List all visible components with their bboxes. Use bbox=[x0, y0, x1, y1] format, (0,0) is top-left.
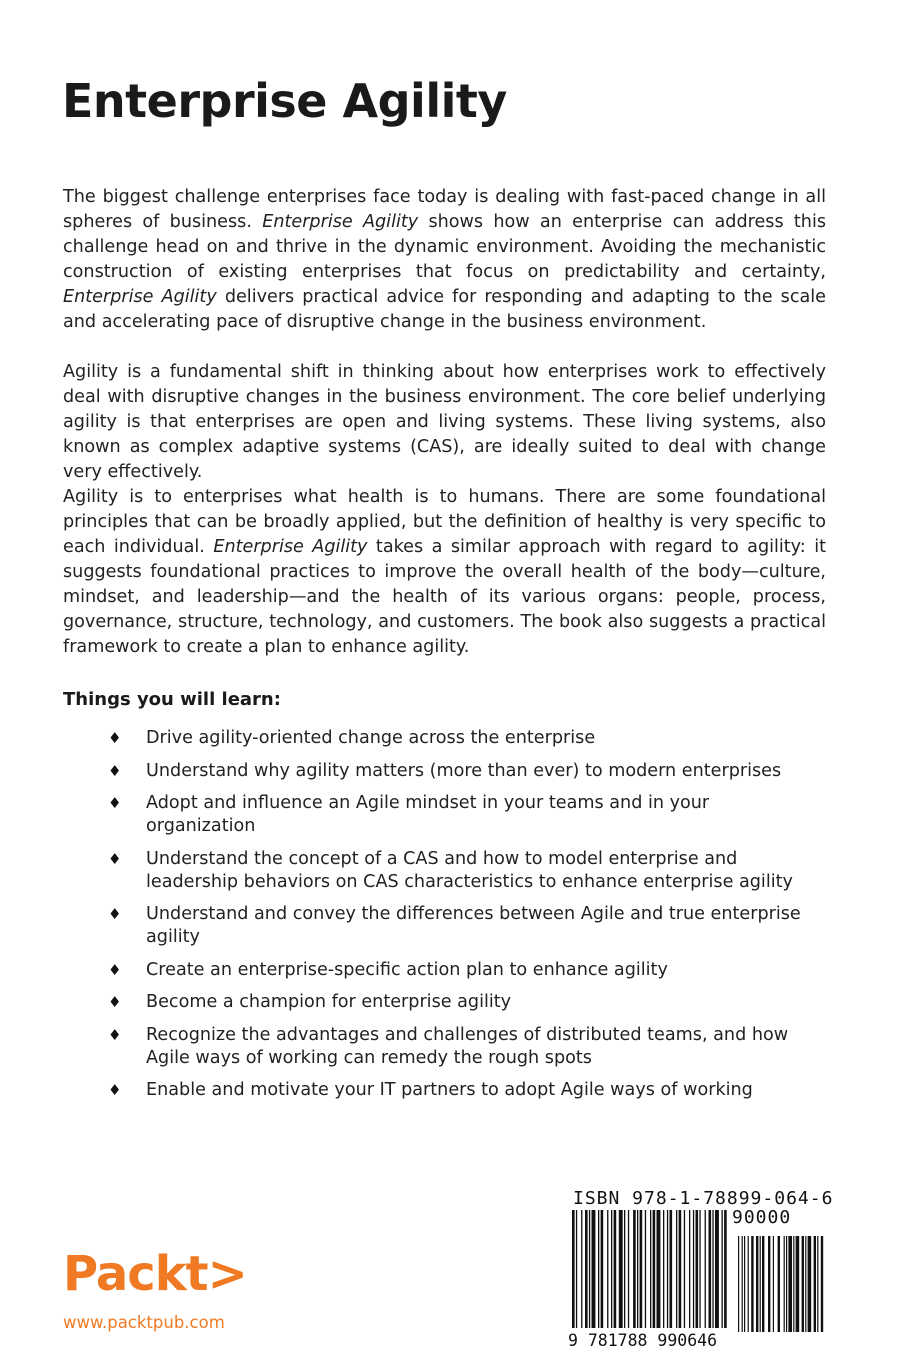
barcode-bar bbox=[724, 1210, 727, 1328]
barcode-bar bbox=[773, 1236, 774, 1332]
list-item bbox=[108, 727, 808, 750]
barcode-bar bbox=[805, 1236, 806, 1332]
barcode-bar bbox=[619, 1210, 623, 1328]
description-paragraph-3 bbox=[63, 485, 826, 660]
barcode-bar bbox=[640, 1210, 643, 1328]
list-item-text: Understand why agility matters (more than ever) to modern enterprises bbox=[146, 760, 782, 781]
publisher-url: www.packtpub.com bbox=[63, 1313, 225, 1332]
barcode-bar bbox=[572, 1210, 575, 1328]
barcode-bar bbox=[598, 1210, 599, 1328]
list-item bbox=[108, 991, 808, 1014]
barcode-bar bbox=[793, 1236, 794, 1332]
logo-chevron-icon: > bbox=[207, 1246, 247, 1302]
p3-text-a: Agility is to enterprises what health is to humans. There are some foundational principles that can be broadly applied, but the definition of healthy is very specific to each individual. bbox=[63, 487, 826, 557]
barcode-bar bbox=[650, 1210, 651, 1328]
isbn-text: ISBN 978-1-78899-064-6 bbox=[573, 1188, 834, 1209]
barcode-bar bbox=[821, 1236, 823, 1332]
barcode-bar bbox=[592, 1210, 596, 1328]
barcode-bar bbox=[760, 1236, 761, 1332]
barcode-bar bbox=[802, 1236, 804, 1332]
barcode-bar bbox=[607, 1210, 608, 1328]
logo-wordmark: Packt bbox=[63, 1246, 208, 1302]
barcode-bar bbox=[653, 1210, 656, 1328]
barcode-bar bbox=[705, 1210, 706, 1328]
barcode-bar bbox=[796, 1236, 800, 1332]
barcode-bar bbox=[581, 1210, 582, 1328]
list-item-text: Understand and convey the differences between Agile and true enterprise agility bbox=[146, 904, 801, 947]
diamond-bullet-icon: ♦ bbox=[108, 960, 122, 979]
barcode-bar bbox=[689, 1210, 690, 1328]
barcode-digits: 9 781788 990646 bbox=[568, 1331, 718, 1350]
barcode-bar bbox=[699, 1210, 700, 1328]
barcode-bar bbox=[786, 1236, 787, 1332]
barcode-bar bbox=[624, 1210, 625, 1328]
barcode-bar bbox=[585, 1210, 588, 1328]
barcode-bar bbox=[679, 1210, 682, 1328]
p3-book-title-italic: Enterprise Agility bbox=[213, 537, 368, 557]
barcode-bar bbox=[762, 1236, 764, 1332]
barcode-bar bbox=[670, 1210, 673, 1328]
barcode-bar bbox=[751, 1236, 753, 1332]
p1-text-a: The biggest challenge enterprises face today is dealing with fast-paced change in all spheres of business. bbox=[63, 187, 826, 232]
list-item-text: Recognize the advantages and challenges of distributed teams, and how Agile ways of working can remedy the rough spots bbox=[146, 1024, 789, 1068]
barcode-bar bbox=[657, 1210, 661, 1328]
learn-list bbox=[108, 727, 808, 1112]
diamond-bullet-icon: ♦ bbox=[108, 993, 122, 1011]
barcode-bar bbox=[744, 1236, 745, 1332]
barcode-bar bbox=[637, 1210, 638, 1328]
barcode-bar bbox=[693, 1210, 694, 1328]
barcode-bar bbox=[676, 1210, 677, 1328]
learn-heading: Things you will learn: bbox=[63, 689, 281, 710]
barcode-bar bbox=[645, 1210, 646, 1328]
diamond-bullet-icon: ♦ bbox=[108, 729, 122, 747]
barcode-bar bbox=[633, 1210, 636, 1328]
barcode-bar bbox=[715, 1210, 719, 1328]
diamond-bullet-icon: ♦ bbox=[108, 794, 122, 812]
list-item-text: Adopt and influence an Agile mindset in your teams and in your organization bbox=[146, 793, 710, 836]
diamond-bullet-icon: ♦ bbox=[108, 1025, 122, 1044]
barcode-bar bbox=[722, 1210, 723, 1328]
barcode-bar bbox=[784, 1236, 785, 1332]
p3-text-c: takes a similar approach with regard to agility: it suggests foundational practices to improve the overall health of the body—culture, mindset, and leadership—and the health of its various organs: people, process, governance, structure, technology, and customers. The book also suggests a practical framework to create a plan to enhance agility. bbox=[63, 537, 826, 657]
p1-text-c: shows how an enterprise can address this challenge head on and thrive in the dynamic environment. Avoiding the mechanistic construction of existing enterprises that focus on predictability and certainty, bbox=[63, 212, 827, 282]
book-title: Enterprise Agility bbox=[62, 74, 507, 128]
packt-logo bbox=[63, 1244, 247, 1304]
barcode-bar bbox=[601, 1210, 604, 1328]
barcode-bar bbox=[684, 1210, 685, 1328]
p1-text-e: delivers practical advice for responding and adapting to the scale and accelerating pace of disruptive change in the business environment. bbox=[63, 287, 826, 332]
barcode-bar bbox=[614, 1210, 617, 1328]
barcode-bar bbox=[788, 1236, 792, 1332]
diamond-bullet-icon: ♦ bbox=[108, 905, 122, 923]
barcode-bar bbox=[628, 1210, 629, 1328]
diamond-bullet-icon: ♦ bbox=[108, 1081, 122, 1099]
barcode-bar bbox=[709, 1210, 712, 1328]
description-paragraph-2: Agility is a fundamental shift in thinking about how enterprises work to effectively deal with disruptive changes in the business environment. The core belief underlying agility is that enterprises are open and living systems. These living systems, also known as complex adaptive systems (CAS), are ideally suited to deal with change very effectively. bbox=[63, 362, 826, 482]
description-paragraph-1 bbox=[63, 185, 826, 335]
barcode-bar bbox=[748, 1236, 749, 1332]
list-item bbox=[108, 1024, 808, 1070]
list-item-text: Enable and motivate your IT partners to adopt Agile ways of working bbox=[146, 1080, 753, 1100]
barcode-bar bbox=[712, 1210, 713, 1328]
diamond-bullet-icon: ♦ bbox=[108, 761, 122, 780]
list-item bbox=[108, 760, 808, 783]
p1-book-title-italic-2: Enterprise Agility bbox=[63, 287, 217, 307]
barcode-bar bbox=[808, 1236, 812, 1332]
barcode-bar bbox=[738, 1236, 739, 1332]
barcode-bar bbox=[667, 1210, 668, 1328]
barcode-bar bbox=[742, 1236, 743, 1332]
barcode-bar bbox=[817, 1236, 818, 1332]
barcode-bar bbox=[663, 1210, 664, 1328]
list-item bbox=[108, 1079, 808, 1102]
list-item-text: Create an enterprise-specific action plan to enhance agility bbox=[146, 959, 668, 980]
p1-book-title-italic: Enterprise Agility bbox=[262, 212, 419, 232]
barcode-bar bbox=[611, 1210, 612, 1328]
barcode-bar bbox=[778, 1236, 780, 1332]
barcode-bar bbox=[696, 1210, 699, 1328]
list-item-text: Understand the concept of a CAS and how to model enterprise and leadership behaviors on CAS characteristics to enhance enterprise agility bbox=[146, 848, 793, 892]
list-item bbox=[108, 959, 808, 982]
list-item bbox=[108, 792, 808, 838]
barcode-bar bbox=[768, 1236, 770, 1332]
barcode-bar bbox=[756, 1236, 758, 1332]
list-item-text: Drive agility-oriented change across the enterprise bbox=[146, 728, 596, 748]
list-item bbox=[108, 848, 808, 894]
barcode-bar bbox=[814, 1236, 816, 1332]
diamond-bullet-icon: ♦ bbox=[108, 849, 122, 868]
barcode-bar bbox=[576, 1210, 577, 1328]
list-item bbox=[108, 903, 808, 949]
barcode-bar bbox=[589, 1210, 590, 1328]
price-code: 90000 bbox=[732, 1207, 792, 1228]
list-item-text: Become a champion for enterprise agility bbox=[146, 992, 512, 1012]
